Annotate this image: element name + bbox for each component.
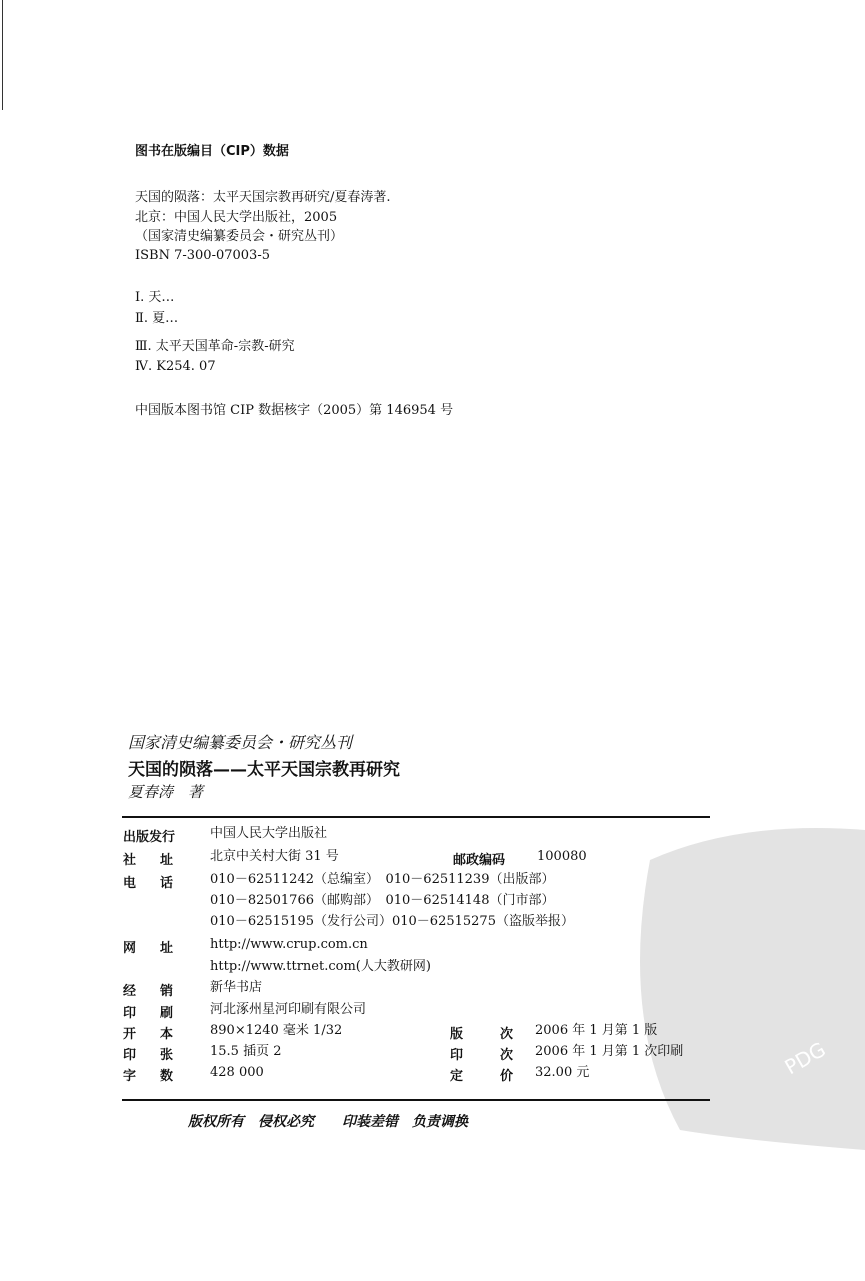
- row-label-right: 印: [450, 1048, 464, 1063]
- cip-line: （国家清史编纂委员会・研究丛刊）: [135, 229, 344, 244]
- row-label: 经: [123, 984, 137, 999]
- row-value-right: 2006 年 1 月第 1 版: [535, 1023, 658, 1038]
- row-label: 销: [160, 984, 174, 999]
- row-label: 刷: [160, 1006, 174, 1021]
- row-label: 数: [160, 1069, 174, 1084]
- cip-subject: Ⅳ. K254. 07: [135, 359, 216, 374]
- divider: [122, 1099, 710, 1101]
- row-label: 印: [123, 1048, 137, 1063]
- row-label: 张: [160, 1048, 174, 1063]
- row-label: 电: [123, 876, 137, 891]
- svg-text:PDG: PDG: [780, 1037, 830, 1080]
- row-value: 010－62511242（总编室） 010－62511239（出版部）: [210, 872, 555, 887]
- row-value-right: 100080: [537, 849, 587, 864]
- cip-subject: Ⅲ. 太平天国革命-宗教-研究: [135, 339, 295, 354]
- cip-subject: Ⅰ. 天…: [135, 290, 175, 305]
- row-value: http://www.ttrnet.com(人大教研网): [210, 959, 431, 974]
- cip-subject: Ⅱ. 夏…: [135, 311, 179, 326]
- row-value: 15.5 插页 2: [210, 1044, 282, 1059]
- cip-record: 中国版本图书馆 CIP 数据核字（2005）第 146954 号: [135, 403, 454, 418]
- row-label-right: 定: [450, 1069, 464, 1084]
- row-value: 中国人民大学出版社: [210, 826, 328, 841]
- row-label-right: 版: [450, 1027, 464, 1042]
- row-label-right: 邮政编码: [453, 853, 506, 868]
- row-value-right: 2006 年 1 月第 1 次印刷: [535, 1044, 684, 1059]
- series-name: 国家清史编纂委员会・研究丛刊: [128, 733, 353, 752]
- cip-line: 北京：中国人民大学出版社，2005: [135, 210, 338, 225]
- row-value: http://www.crup.com.cn: [210, 937, 368, 952]
- divider: [122, 816, 710, 818]
- row-label: 开: [123, 1027, 137, 1042]
- row-label-right: 次: [500, 1048, 514, 1063]
- row-label-right: 次: [500, 1027, 514, 1042]
- row-value-right: 32.00 元: [535, 1065, 590, 1080]
- row-label: 印: [123, 1006, 137, 1021]
- row-value: 河北涿州星河印刷有限公司: [210, 1002, 367, 1017]
- row-label: 址: [160, 941, 174, 956]
- row-value: 890×1240 毫米 1/32: [210, 1023, 343, 1038]
- author: 夏春涛 著: [128, 783, 204, 801]
- row-label: 话: [160, 876, 174, 891]
- row-label-right: 价: [500, 1069, 514, 1084]
- row-value: 北京中关村大街 31 号: [210, 849, 339, 864]
- row-label: 址: [160, 853, 174, 868]
- row-label: 字: [123, 1069, 137, 1084]
- row-label: 出版发行: [123, 830, 176, 845]
- cip-heading: 图书在版编目（CIP）数据: [135, 144, 289, 159]
- cip-isbn: ISBN 7-300-07003-5: [135, 248, 270, 263]
- scan-edge-line: [2, 0, 3, 110]
- row-value: 010－82501766（邮购部） 010－62514148（门市部）: [210, 893, 555, 908]
- rights-notice: 版权所有 侵权必究 印装差错 负责调换: [188, 1114, 468, 1130]
- row-label: 网: [123, 941, 137, 956]
- row-label: 社: [123, 853, 137, 868]
- row-value: 428 000: [210, 1065, 264, 1080]
- book-title: 天国的陨落——太平天国宗教再研究: [128, 760, 400, 780]
- row-label: 本: [160, 1027, 174, 1042]
- cip-line: 天国的陨落：太平天国宗教再研究/夏春涛著.: [135, 190, 391, 205]
- row-value: 新华书店: [210, 980, 263, 995]
- row-value: 010－62515195（发行公司）010－62515275（盗版举报）: [210, 914, 574, 929]
